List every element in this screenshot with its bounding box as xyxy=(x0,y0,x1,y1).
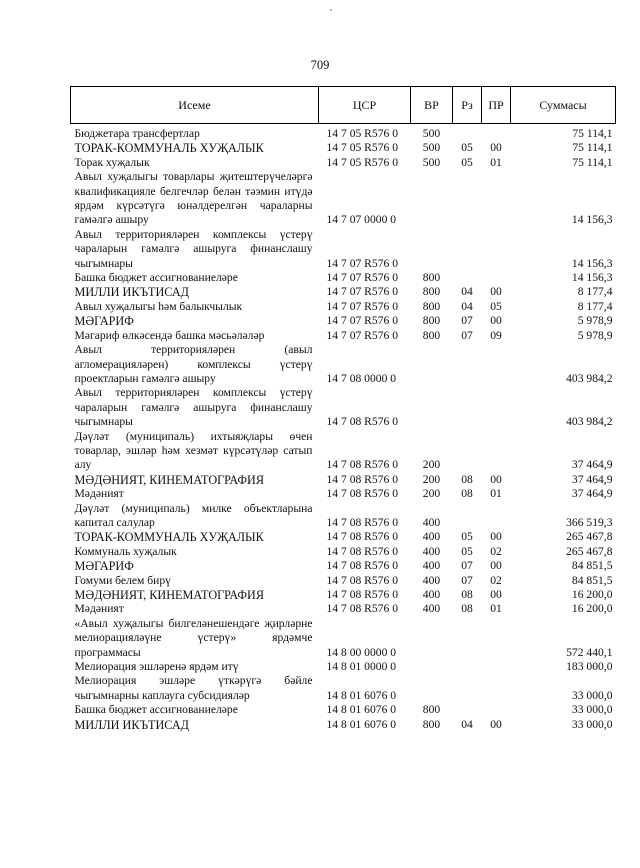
cell-rz: 04 xyxy=(461,299,473,313)
table-header-row xyxy=(71,87,616,124)
cell-name: МИЛЛИ ИКЪТИСАД xyxy=(74,717,189,732)
table-row xyxy=(71,430,616,473)
cell-vr: 200 xyxy=(422,487,441,501)
cell-vr: 800 xyxy=(422,314,441,328)
cell-csr: 14 8 00 0000 0 xyxy=(326,645,397,659)
cell-name: МӘДӘНИЯТ, КИНЕМАТОГРАФИЯ xyxy=(74,588,264,602)
cell-vr: 200 xyxy=(422,472,441,486)
cell-sum: 33 000,0 xyxy=(571,688,613,702)
cell-sum: 75 114,1 xyxy=(572,127,613,140)
cell-vr: 800 xyxy=(422,299,441,313)
cell-name: Мәдәният xyxy=(74,487,124,501)
cell-sum: 33 000,0 xyxy=(571,717,613,731)
cell-sum: 75 114,1 xyxy=(572,141,613,155)
cell-rz xyxy=(453,703,482,717)
cell-csr: 14 7 08 R576 0 xyxy=(326,588,398,601)
header-vr: ВР xyxy=(411,87,453,124)
cell-vr: 800 xyxy=(422,328,441,342)
cell-name: Коммуналь хуҗалык xyxy=(74,544,177,558)
cell-pr: 00 xyxy=(490,314,502,328)
cell-rz: 04 xyxy=(461,717,473,731)
cell-name: Гомуми белем бирү xyxy=(74,573,171,587)
table-row xyxy=(71,718,616,732)
cell-vr: 800 xyxy=(422,285,441,299)
cell-pr: 00 xyxy=(490,141,502,155)
cell-vr xyxy=(411,170,453,228)
cell-rz xyxy=(453,674,482,703)
cell-sum: 265 467,8 xyxy=(566,544,613,558)
cell-rz xyxy=(453,271,482,285)
cell-sum: 366 519,3 xyxy=(566,515,613,529)
cell-rz xyxy=(453,170,482,228)
cell-rz xyxy=(453,660,482,674)
cell-rz: 05 xyxy=(461,530,473,544)
cell-csr: 14 7 08 R576 0 xyxy=(326,515,398,529)
cell-csr: 14 7 07 R576 0 xyxy=(326,271,398,285)
cell-rz: 08 xyxy=(461,487,473,501)
cell-sum: 14 156,3 xyxy=(571,256,613,270)
cell-csr: 14 7 07 0000 0 xyxy=(326,213,397,227)
cell-rz: 05 xyxy=(461,141,473,155)
table-row xyxy=(71,602,616,616)
cell-sum: 403 984,2 xyxy=(566,415,613,429)
table-row xyxy=(71,170,616,228)
cell-name: Бюджетара трансфертлар xyxy=(74,127,200,140)
cell-sum: 37 464,9 xyxy=(571,458,613,472)
cell-csr: 14 7 07 R576 0 xyxy=(326,256,398,270)
cell-rz xyxy=(453,430,482,473)
table-row xyxy=(71,343,616,386)
header-pr: ПР xyxy=(482,87,511,124)
table-row xyxy=(71,386,616,429)
cell-sum: 37 464,9 xyxy=(571,487,613,501)
cell-sum: 16 200,0 xyxy=(571,588,613,601)
cell-rz xyxy=(453,124,482,142)
cell-name: МӘДӘНИЯТ, КИНЕМАТОГРАФИЯ xyxy=(74,472,264,487)
cell-pr xyxy=(482,674,511,703)
cell-vr: 400 xyxy=(422,588,441,601)
cell-csr: 14 7 08 R576 0 xyxy=(326,559,398,573)
cell-pr: 05 xyxy=(490,299,502,313)
cell-csr: 14 7 08 R576 0 xyxy=(326,544,398,558)
cell-vr: 800 xyxy=(422,271,441,285)
cell-sum: 572 440,1 xyxy=(566,645,613,659)
header-sum: Суммасы xyxy=(511,87,616,124)
cell-pr xyxy=(482,124,511,142)
cell-rz: 07 xyxy=(461,314,473,328)
cell-name: Авыл хуҗалыгы товарлары җитештерүчеләргә квалификацияле белгечләр белән тәэмин итүдә ярдәм күрсәтүгә юнәлдерелгән чараларны гамәлгә ашыру xyxy=(74,170,313,227)
cell-sum: 5 978,9 xyxy=(577,328,613,342)
cell-sum: 8 177,4 xyxy=(577,285,613,299)
cell-pr: 01 xyxy=(490,155,502,169)
cell-pr: 02 xyxy=(490,544,502,558)
table-row xyxy=(71,588,616,602)
cell-pr: 01 xyxy=(490,602,502,616)
cell-rz: 08 xyxy=(461,588,473,601)
cell-pr xyxy=(482,343,511,386)
cell-vr: 400 xyxy=(422,573,441,587)
header-name: Исеме xyxy=(71,87,319,124)
table-row xyxy=(71,314,616,328)
cell-pr xyxy=(482,502,511,531)
cell-rz: 08 xyxy=(461,602,473,616)
cell-sum: 265 467,8 xyxy=(566,530,613,544)
cell-vr: 400 xyxy=(422,559,441,573)
cell-name: Авыл территорияләрен (авыл агломерацияләрен) комплексы үстерү проектларын гамәлгә ашыру xyxy=(74,343,313,385)
cell-vr: 400 xyxy=(422,544,441,558)
cell-sum: 16 200,0 xyxy=(571,602,613,616)
cell-name: Мелиорация эшләренә ярдәм итү xyxy=(74,660,239,674)
table-row xyxy=(71,530,616,544)
cell-csr: 14 7 08 R576 0 xyxy=(326,530,398,544)
cell-name: Башка бюджет ассигнованиеләре xyxy=(74,271,238,285)
cell-vr xyxy=(411,228,453,271)
cell-vr: 400 xyxy=(422,530,441,544)
cell-rz xyxy=(453,617,482,660)
table-row xyxy=(71,502,616,531)
cell-csr: 14 8 01 0000 0 xyxy=(326,660,397,674)
cell-vr: 400 xyxy=(422,515,441,529)
cell-rz xyxy=(453,343,482,386)
cell-pr xyxy=(482,703,511,717)
cell-csr: 14 8 01 6076 0 xyxy=(326,717,397,731)
scan-speck xyxy=(330,9,332,11)
cell-pr: 00 xyxy=(490,588,502,601)
cell-pr xyxy=(482,617,511,660)
cell-csr: 14 7 05 R576 0 xyxy=(326,127,398,140)
table-row xyxy=(71,271,616,285)
cell-name: ТОРАК-КОММУНАЛЬ ХУҖАЛЫК xyxy=(74,141,264,156)
cell-sum: 403 984,2 xyxy=(566,371,613,385)
cell-csr: 14 7 07 R576 0 xyxy=(326,299,398,313)
cell-name: Мәдәният xyxy=(74,602,124,616)
cell-vr: 800 xyxy=(422,717,441,731)
table-row xyxy=(71,156,616,170)
cell-sum: 5 978,9 xyxy=(577,314,613,328)
cell-vr xyxy=(411,343,453,386)
table-row xyxy=(71,124,616,142)
cell-rz xyxy=(453,502,482,531)
cell-pr: 01 xyxy=(490,487,502,501)
table-row xyxy=(71,228,616,271)
cell-sum: 84 851,5 xyxy=(571,559,613,573)
cell-name: Авыл территорияләрен комплексы үстерү чараларын гамәлгә ашыруга финанслашу чыгымнары xyxy=(74,227,313,270)
cell-pr: 00 xyxy=(490,717,502,731)
cell-pr xyxy=(482,170,511,228)
cell-pr: 09 xyxy=(490,328,502,342)
cell-vr: 200 xyxy=(422,458,441,472)
cell-rz xyxy=(453,386,482,429)
cell-csr: 14 7 07 R576 0 xyxy=(326,328,398,342)
cell-vr xyxy=(411,660,453,674)
cell-sum: 14 156,3 xyxy=(571,271,613,285)
cell-csr: 14 7 07 R576 0 xyxy=(326,285,398,299)
cell-csr: 14 7 08 R576 0 xyxy=(326,602,398,616)
cell-csr: 14 8 01 6076 0 xyxy=(326,688,397,702)
cell-pr: 00 xyxy=(490,559,502,573)
cell-rz: 07 xyxy=(461,559,473,573)
budget-table xyxy=(70,86,616,732)
table-body xyxy=(71,124,616,733)
cell-sum: 33 000,0 xyxy=(571,703,613,717)
cell-rz: 08 xyxy=(461,472,473,486)
cell-rz: 07 xyxy=(461,573,473,587)
cell-vr: 500 xyxy=(422,141,441,155)
cell-csr: 14 7 08 R576 0 xyxy=(326,458,398,472)
table-row xyxy=(71,285,616,299)
table-row xyxy=(71,559,616,573)
table-row xyxy=(71,674,616,703)
cell-pr xyxy=(482,430,511,473)
cell-sum: 37 464,9 xyxy=(571,472,613,486)
cell-name: ТОРАК-КОММУНАЛЬ ХУҖАЛЫК xyxy=(74,530,264,545)
cell-pr xyxy=(482,228,511,271)
cell-rz: 04 xyxy=(461,285,473,299)
cell-csr: 14 7 08 R576 0 xyxy=(326,487,398,501)
cell-rz: 05 xyxy=(461,155,473,169)
table-row xyxy=(71,574,616,588)
cell-rz xyxy=(453,228,482,271)
cell-name: Авыл территорияләрен комплексы үстерү чараларын гамәлгә ашыруга финанслашу чыгымнары xyxy=(74,386,313,429)
header-rz: Рз xyxy=(453,87,482,124)
cell-name: Авыл хуҗалыгы һәм балыкчылык xyxy=(74,299,243,313)
cell-vr xyxy=(411,674,453,703)
table-row xyxy=(71,660,616,674)
cell-name: Башка бюджет ассигнованиеләре xyxy=(74,703,238,717)
cell-csr: 14 7 08 0000 0 xyxy=(326,371,397,385)
cell-csr: 14 7 08 R576 0 xyxy=(326,472,398,486)
cell-pr: 00 xyxy=(490,530,502,544)
cell-name: «Авыл хуҗалыгы билгеләнешендәге җирләрне мелиорацияләүне үстерү» ярдәмче программасы xyxy=(74,616,313,659)
header-csr: ЦСР xyxy=(319,87,411,124)
table-row xyxy=(71,329,616,343)
cell-vr xyxy=(411,617,453,660)
cell-pr xyxy=(482,660,511,674)
table-row xyxy=(71,300,616,314)
page-number: 709 xyxy=(310,58,330,72)
cell-name: МӘГАРИФ xyxy=(74,314,134,329)
table-row xyxy=(71,703,616,717)
cell-vr: 400 xyxy=(422,602,441,616)
cell-name: МӘГАРИФ xyxy=(74,559,134,574)
cell-name: Мәгариф өлкәсендә башка мәсьәләләр xyxy=(74,328,265,342)
cell-pr: 02 xyxy=(490,573,502,587)
table-row xyxy=(71,141,616,155)
cell-vr: 800 xyxy=(422,703,441,717)
cell-csr: 14 7 08 R576 0 xyxy=(326,573,398,587)
cell-name: Мелиорация эшләре үткәрүгә бәйле чыгымнарны каплауга субсидияләр xyxy=(74,674,313,702)
cell-name: Торак хуҗалык xyxy=(74,155,150,169)
cell-csr: 14 8 01 6076 0 xyxy=(326,703,397,717)
cell-name: Дәүләт (муниципаль) ихтыяҗлары өчен товарлар, эшләр һәм хезмәт күрсәтүләр сатып алу xyxy=(74,429,313,472)
cell-pr: 00 xyxy=(490,472,502,486)
cell-sum: 14 156,3 xyxy=(571,213,613,227)
cell-pr: 00 xyxy=(490,285,502,299)
cell-vr: 500 xyxy=(422,127,441,140)
cell-vr: 500 xyxy=(422,155,441,169)
cell-csr: 14 7 08 R576 0 xyxy=(326,415,398,429)
cell-pr xyxy=(482,271,511,285)
cell-sum: 75 114,1 xyxy=(572,155,613,169)
cell-rz: 05 xyxy=(461,544,473,558)
cell-sum: 183 000,0 xyxy=(566,660,613,674)
table-row xyxy=(71,473,616,487)
cell-sum: 8 177,4 xyxy=(577,299,613,313)
cell-name: МИЛЛИ ИКЪТИСАД xyxy=(74,285,189,300)
cell-name: Дәүләт (муниципаль) милке объектларына капитал салулар xyxy=(74,501,313,529)
cell-pr xyxy=(482,386,511,429)
cell-vr xyxy=(411,386,453,429)
cell-csr: 14 7 05 R576 0 xyxy=(326,141,398,155)
cell-csr: 14 7 07 R576 0 xyxy=(326,314,398,328)
table-row xyxy=(71,487,616,501)
table-row xyxy=(71,617,616,660)
cell-sum: 84 851,5 xyxy=(571,573,613,587)
cell-rz: 07 xyxy=(461,328,473,342)
table-row xyxy=(71,545,616,559)
cell-csr: 14 7 05 R576 0 xyxy=(326,155,398,169)
